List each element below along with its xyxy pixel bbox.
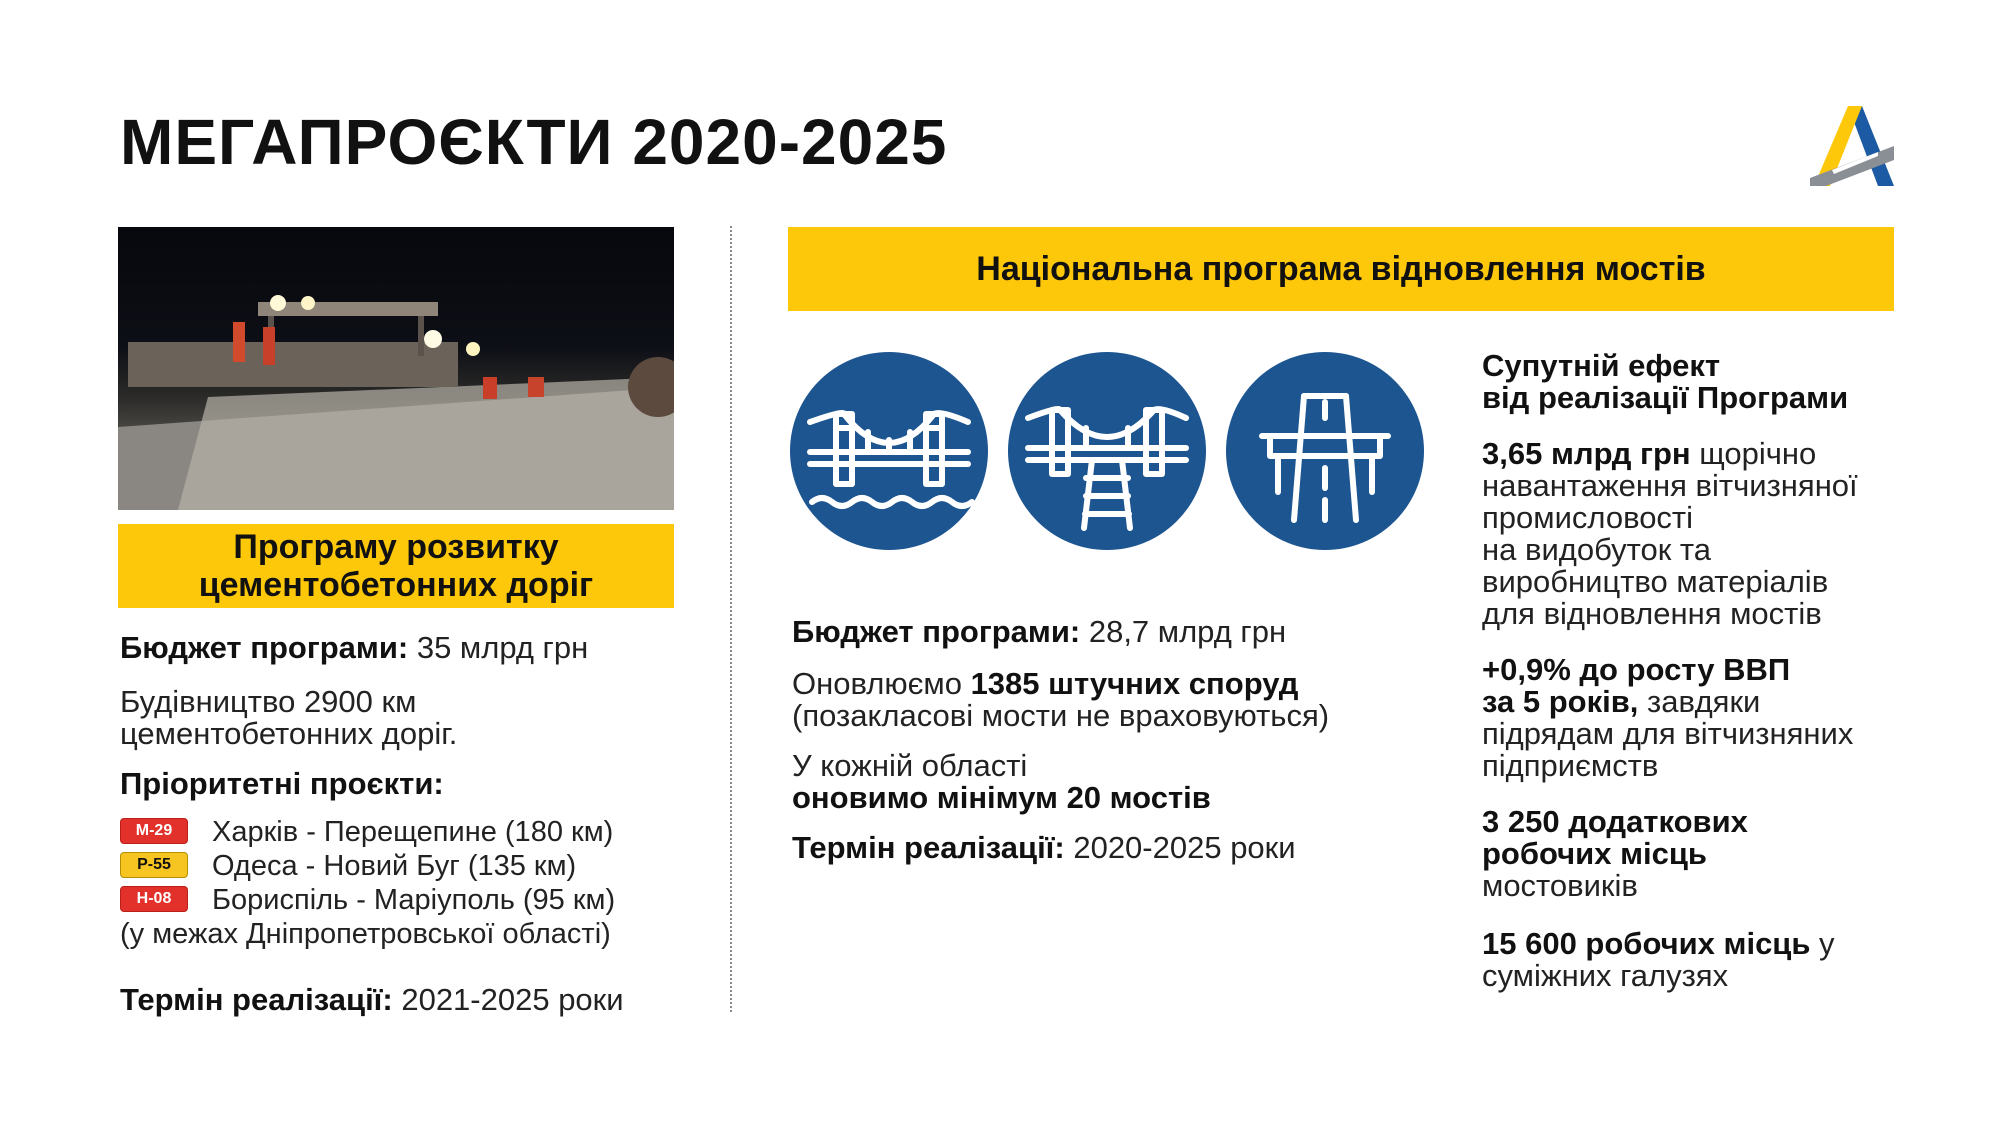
cement-roads-program-banner	[118, 524, 674, 608]
banner-line: цементобетонних доріг	[198, 566, 594, 604]
effect-gdp: +0,9% до росту ВВП	[1482, 652, 1791, 687]
effect-jobs-line: мостовиків	[1482, 868, 1638, 903]
budget-label: Бюджет програми:	[792, 614, 1081, 649]
term-label: Термін реалізації:	[120, 982, 393, 1017]
road-badge-m29: М-29	[120, 818, 188, 844]
effect-related-jobs-line: суміжних галузях	[1482, 958, 1729, 993]
effect-industry-line: для відновлення мостів	[1482, 596, 1822, 631]
suspension-bridge-over-water-icon	[790, 352, 988, 550]
road-item: Харків - Перещепине (180 км)	[212, 816, 614, 848]
effect-jobs: 3 250 додаткових	[1482, 804, 1748, 839]
effect-industry-line: на видобуток та	[1482, 532, 1712, 567]
bridges-program-banner: Національна програма відновлення мостів	[788, 227, 1894, 311]
budget-value: 28,7 млрд грн	[1080, 614, 1287, 649]
right-budget	[792, 616, 1286, 648]
priority-label: Пріоритетні проєкти:	[120, 766, 444, 801]
term-value: 2020-2025 роки	[1064, 830, 1296, 865]
effect-jobs-line: робочих місць	[1482, 836, 1707, 871]
renew-line: Оновлюємо 1385 штучних споруд	[792, 666, 1299, 701]
agency-logo	[1808, 104, 1896, 188]
renew-note: (позакласові мости не враховуються)	[792, 698, 1330, 733]
budget-label: Бюджет програми:	[120, 630, 409, 665]
right-term	[792, 832, 1296, 864]
road-item: Одеса - Новий Буг (135 км)	[212, 850, 577, 882]
construction-line: Будівництво 2900 км	[120, 684, 417, 719]
left-budget	[120, 632, 588, 664]
page-title: МЕГАПРОЄКТИ 2020-2025	[120, 106, 948, 178]
left-term	[120, 984, 624, 1016]
effect-industry-line: навантаження вітчизняної	[1482, 468, 1858, 503]
road-construction-photo	[118, 227, 674, 510]
road-badge-p55: Р-55	[120, 852, 188, 878]
budget-value: 35 млрд грн	[408, 630, 589, 665]
effect-related-jobs: 15 600 робочих місць у	[1482, 926, 1835, 961]
effects-heading: Супутній ефект	[1482, 348, 1721, 383]
effect-industry: 3,65 млрд грн щорічно	[1482, 436, 1817, 471]
highway-overpass-icon	[1226, 352, 1424, 550]
effect-gdp-line: підприємств	[1482, 748, 1659, 783]
road-item: Бориспіль - Маріуполь (95 км)	[212, 884, 616, 916]
effect-industry-line: промисловості	[1482, 500, 1694, 535]
effect-gdp-line: підрядам для вітчизняних	[1482, 716, 1854, 751]
banner-line: Програму розвитку	[233, 528, 559, 566]
column-divider	[730, 226, 732, 1012]
region-line: У кожній області	[792, 748, 1028, 783]
effect-industry-line: виробництво матеріалів	[1482, 564, 1829, 599]
road-badge-h08: Н-08	[120, 886, 188, 912]
effects-heading: від реалізації Програми	[1482, 380, 1849, 415]
construction-line: цементобетонних доріг.	[120, 716, 458, 751]
effect-gdp-line: за 5 років, завдяки	[1482, 684, 1761, 719]
term-label: Термін реалізації:	[792, 830, 1065, 865]
roads-note: (у межах Дніпропетровської області)	[120, 918, 611, 950]
term-value: 2021-2025 роки	[392, 982, 624, 1017]
suspension-bridge-with-railway-icon	[1008, 352, 1206, 550]
region-line-bold: оновимо мінімум 20 мостів	[792, 780, 1211, 815]
